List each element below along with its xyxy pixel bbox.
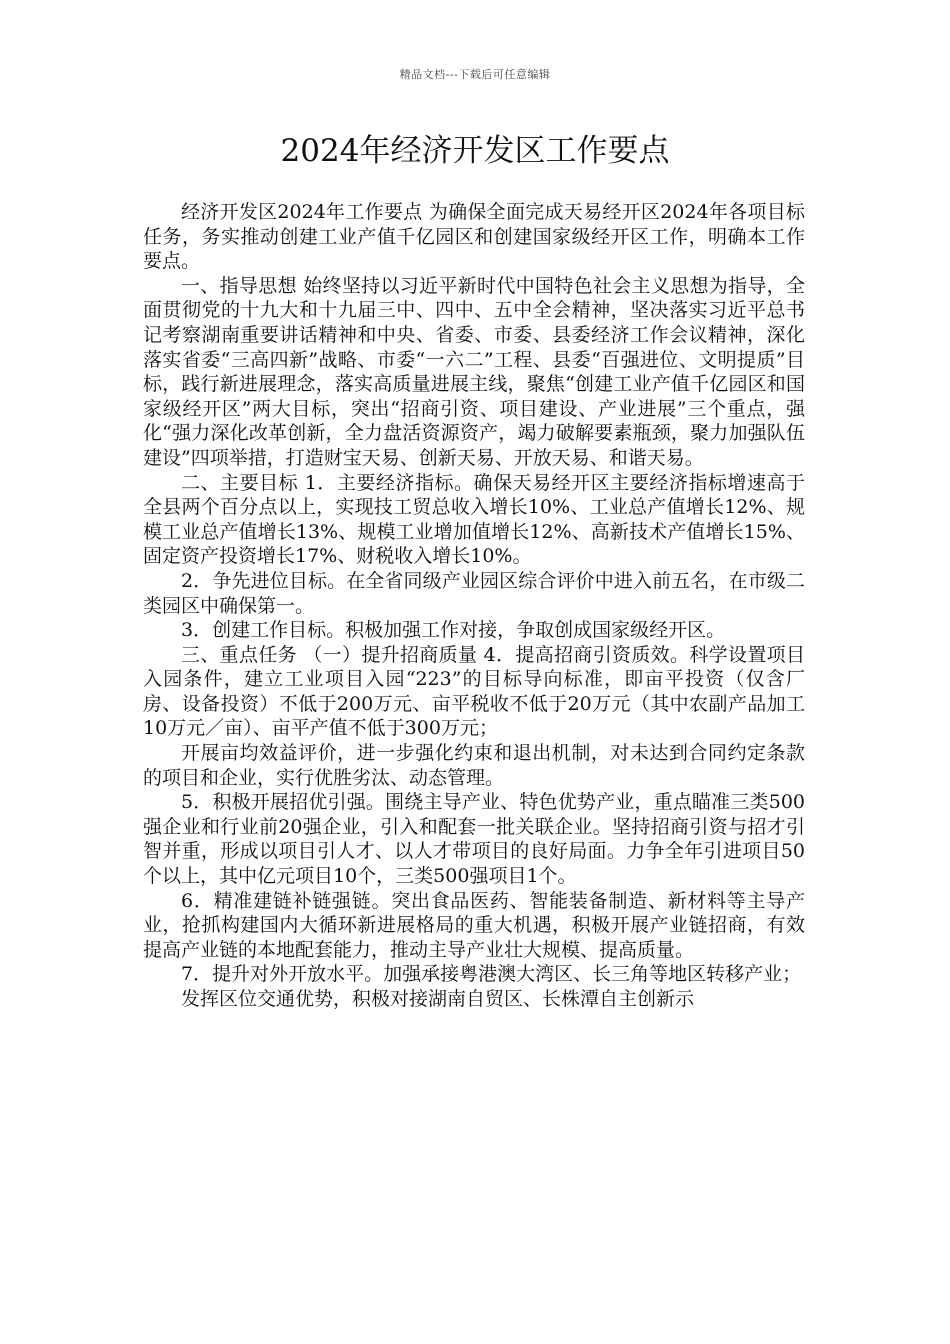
paragraph: 3．创建工作目标。积极加强工作对接，争取创成国家级经开区。 <box>181 619 726 642</box>
paragraph: 5．积极开展招优引强。围绕主导产业、特色优势产业，重点瞄准三类500强企业和行业前20强企业，引入和配套一批关联企业。坚持招商引资与招才引智并重，形成以项目引人才、以人才带项目的良好局面。力争全年引进项目50个以上，其中亿元项目10个，三类500强项目1个。 <box>143 791 805 888</box>
document-title: 2024年经济开发区工作要点 <box>280 133 670 169</box>
paragraph: 一、指导思想 始终坚持以习近平新时代中国特色社会主义思想为指导，全面贯彻党的十九大和十九届三中、四中、五中全会精神，坚决落实习近平总书记考察湖南重要讲话精神和中央、省委、市委、县委经济工作会议精神，深化落实省委“三高四新”战略、市委“一六二”工程、县委“百强进位、文明提质”目标，践行新进展理念，落实高质量进展主线，聚焦“创建工业产值千亿园区和国家级经开区”两大目标，突出“招商引资、项目建设、产业进展”三个重点，强化“强力深化改革创新，全力盘活资源资产，竭力破解要素瓶颈，聚力加强队伍建设”四项举措，打造财宝天易、创新天易、开放天易、和谐天易。 <box>143 274 805 469</box>
paragraph: 发挥区位交通优势，积极对接湖南自贸区、长株潭自主创新示 <box>181 988 695 1010</box>
paragraph: 三、重点任务 （一）提升招商质量 4．提高招商引资质效。科学设置项目入园条件，建立工业项目入园“223”的目标导向标准，即亩平投资（仅含厂房、设备投资）不低于200万元、亩平税收不低于20万元（其中农副产品加工10万元／亩）、亩平产值不低于300万元； <box>143 643 805 740</box>
paragraph: 2．争先进位目标。在全省同级产业园区综合评价中进入前五名，在市级二类园区中确保第一。 <box>143 569 805 617</box>
paragraph: 开展亩均效益评价，进一步强化约束和退出机制，对未达到合同约定条款的项目和企业，实行优胜劣汰、动态管理。 <box>143 742 805 789</box>
page-header-note: 精品文档---下载后可任意编辑 <box>399 68 551 81</box>
paragraph: 二、主要目标 1．主要经济指标。确保天易经开区主要经济指标增速高于全县两个百分点以上，实现技工贸总收入增长10%、工业总产值增长12%、规模工业总产值增长13%、规模工业增加值增长12%、高新技术产值增长15%、固定资产投资增长17%、财税收入增长10%。 <box>143 471 805 568</box>
paragraph: 7．提升对外开放水平。加强承接粤港澳大湾区、长三角等地区转移产业； <box>181 963 802 986</box>
paragraph: 6．精准建链补链强链。突出食品医药、智能装备制造、新材料等主导产业，抢抓构建国内大循环新进展格局的重大机遇，积极开展产业链招商，有效提高产业链的本地配套能力，推动主导产业壮大规模、提高质量。 <box>143 889 805 961</box>
paragraph: 经济开发区2024年工作要点 为确保全面完成天易经开区2024年各项目标任务，务实推动创建工业产值千亿园区和创建国家级经开区工作，明确本工作要点。 <box>143 201 805 273</box>
document-body <box>143 200 805 1012</box>
